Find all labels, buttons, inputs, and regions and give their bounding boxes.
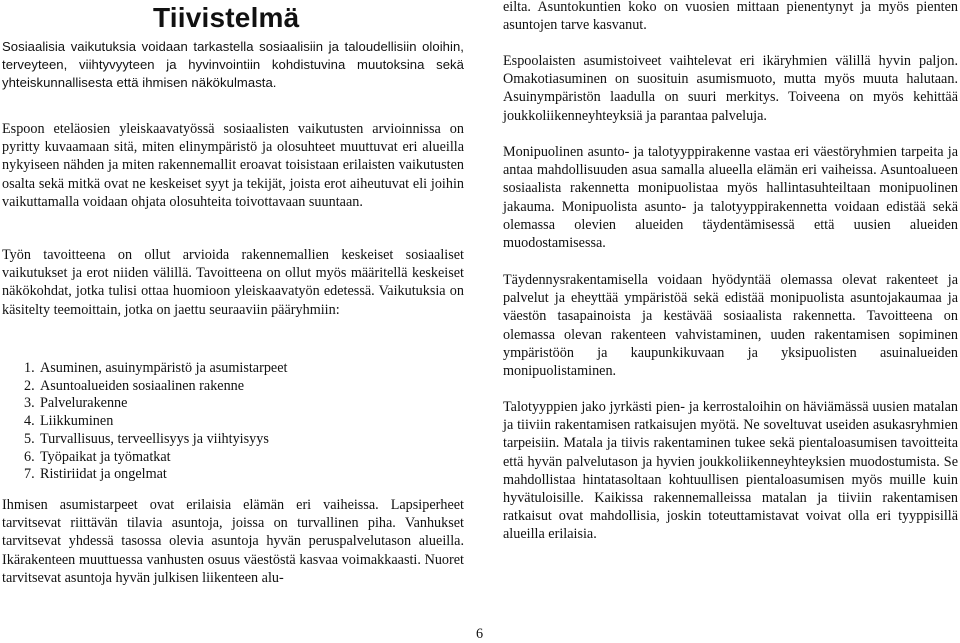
structure-paragraph: Monipuolinen asunto- ja talotyyppirakenne vastaa eri väestöryhmien tarpeita ja antaa mahdollisuuden asua samalla alueella elämän eri vaiheissa. Asuntoalueen sosiaalista rakennetta monipuolistaa myös hallintasuhteiltaan monipuolinen jakauma. Monipuolista asunto- ja talotyyppirakennetta voidaan edistää sekä olemassa olevien alueiden täydentämisessä että uusien alueiden muodostamisessa. — [503, 144, 958, 252]
wishes-paragraph: Espoolaisten asumistoiveet vaihtelevat eri ikäryhmien välillä hyvin paljon. Omakotiasuminen on suosituin asumismuoto, mutta myös muuta halutaan. Asuinympäristön laadulla on suuri merkitys. Toiveena on myös kehittää joukkoliikenneyhteyksiä ja parantaa palveluja. — [503, 53, 958, 124]
list-item — [24, 466, 287, 484]
continuation-paragraph: eilta. Asuntokuntien koko on vuosien mittaan pienentynyt ja myös pienten asuntojen tarve kasvanut. — [503, 0, 958, 34]
list-item — [24, 360, 287, 378]
needs-paragraph: Ihmisen asumistarpeet ovat erilaisia elämän eri vaiheissa. Lapsiperheet tarvitsevat riittävän tilavia asuntoja, joissa on turvallinen piha. Vanhukset tarvitsevat yhdessä tasossa olevia asuntoja hyvän peruspalvelutason alueilla. Ikärakenteen muuttuessa vanhusten osuus väestöstä kasvaa voimakkaasti. Nuoret tarvitsevat asuntoja hyvän julkisen liikenteen alu- — [2, 497, 464, 586]
list-label: Asuminen, asuinympäristö ja asumistarpeet — [40, 360, 288, 376]
list-label: Turvallisuus, terveellisyys ja viihtyisyys — [40, 430, 269, 447]
list-item — [24, 413, 287, 431]
page-number: 6 — [476, 626, 484, 642]
list-number: 7. — [24, 466, 35, 483]
list-number: 3. — [24, 395, 35, 412]
list-item — [24, 449, 287, 467]
method-paragraph: Espoon eteläosien yleiskaavatyössä sosiaalisten vaikutusten arvioinnissa on pyritty kuvaamaan sitä, miten elinympäristö ja olosuhteet muuttuvat eri alueilla nykyiseen nähden ja miten rakennemallit eroavat toisistaan erilaisten vaikutusten osalta sekä mitkä ovat ne keskeiset syyt ja tekijät, joista erot aiheutuvat eli joihin vaikuttamalla voidaan ohjata olosuhteita toivottavaan suuntaan. — [2, 121, 464, 210]
infill-paragraph: Täydennysrakentamisella voidaan hyödyntää olemassa olevat rakenteet ja palvelut ja eheyttää ympäristöä sekä edistää monipuolista asuntojakaumaa ja väestön tasapainoista ja kestävää sosiaalista rakennetta. Tavoitteena on olemassa olevan rakenteen vahvistaminen, uuden rakentamisen sopiminen ympäristöön ja kaupunkikuvaan ja yksipuolisten asuinalueiden monipuolistaminen. — [503, 272, 958, 380]
list-item — [24, 395, 287, 413]
list-number: 1. — [24, 360, 35, 376]
goals-paragraph: Työn tavoitteena on ollut arvioida rakennemallien keskeiset sosiaaliset vaikutukset ja erot niiden välillä. Tavoitteena on ollut myös määritellä keskeiset näkökohdat, jotka tulisi ottaa huomioon yleiskaavatyön edetessä. Vaikutuksia on käsitelty teemoittain, jotka on jaettu seuraaviin pääryhmiin: — [2, 247, 464, 318]
list-label: Ristiriidat ja ongelmat — [40, 466, 167, 483]
list-label: Liikkuminen — [40, 413, 114, 430]
intro-paragraph: Sosiaalisia vaikutuksia voidaan tarkastella sosiaalisiin ja taloudellisiin oloihin, terveyteen, viihtyvyyteen ja hyvinvointiin kohdistuvina muutoksina sekä yhteiskunnallisesta että ihmisen näkökulmasta. — [2, 39, 464, 90]
list-item — [24, 431, 287, 449]
housing-types-paragraph: Talotyyppien jako jyrkästi pien- ja kerrostaloihin on häviämässä uusien matalan ja tiiviin rakentamisen ratkaisujen myötä. Ne soveltuvat useiden asukasryhmien tarpeisiin. Matala ja tiivis rakentaminen tukee sekä pientaloasumisen tavoitteita että hyvän palvelutason ja hyvien joukkoliikenneyhteyksien muodostumista. Se mahdollistaa hintatasoltaan kohtuullisen pientaloasumisen myös muille kuin hyvätuloisille. Kaikissa rakennemalleissa matalan ja tiiviin rakentamisen ratkaisut ovat mahdollisia, joskin toteuttamistavat voivat olla eri tyyppisillä alueilla erilaisia. — [503, 399, 958, 543]
list-item — [24, 378, 287, 396]
list-number: 2. — [24, 377, 35, 394]
topic-list — [24, 360, 287, 484]
list-label: Työpaikat ja työmatkat — [40, 448, 171, 465]
list-number: 5. — [24, 430, 35, 447]
page-title: Tiivistelmä — [153, 2, 300, 33]
list-label: Palvelurakenne — [40, 395, 128, 412]
list-number: 4. — [24, 413, 35, 430]
list-number: 6. — [24, 448, 35, 465]
list-label: Asuntoalueiden sosiaalinen rakenne — [40, 377, 245, 394]
